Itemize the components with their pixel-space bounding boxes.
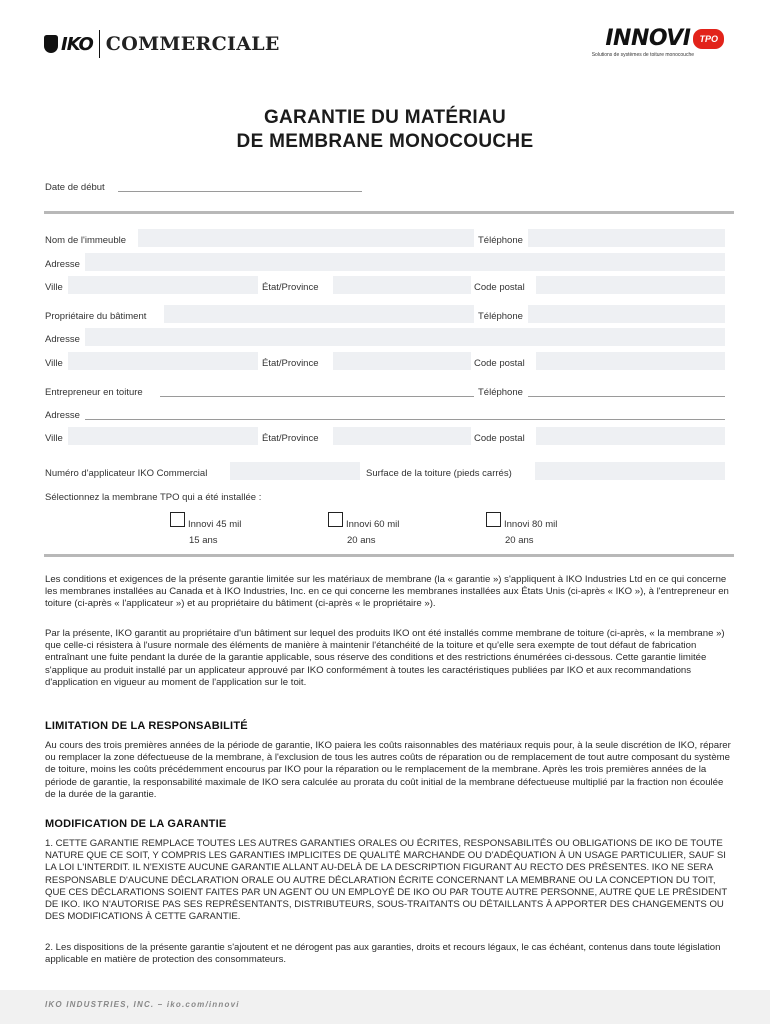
owner-postal-label: Code postal (474, 358, 525, 369)
start-date-field[interactable] (118, 191, 362, 192)
building-name-label: Nom de l'immeuble (45, 235, 127, 246)
owner-postal-field[interactable] (536, 352, 725, 370)
building-state-label: État/Province (262, 282, 319, 293)
start-date-label: Date de début (45, 182, 105, 193)
owner-state-field[interactable] (333, 352, 471, 370)
contractor-phone-field[interactable] (528, 396, 725, 397)
membrane-select-prompt: Sélectionnez la membrane TPO qui a été installée : (45, 492, 262, 503)
owner-address-label: Adresse (45, 334, 80, 345)
paragraph-parties: Les conditions et exigences de la présente garantie limitée sur les matériaux de membrane (la « garantie ») s'appliquent à IKO Industries Ltd en ce qui concerne les membranes installées au Canada et à IKO Industries, Inc. en ce qui concerne les membranes installées aux États Unis (ci-après « IKO »), à l'entrepreneur en toiture (ci-après « l'applicateur ») et au propriétaire du bâtiment (ci-après « le propriétaire »). (45, 574, 729, 610)
building-address-label: Adresse (45, 259, 80, 270)
owner-name-field[interactable] (164, 305, 474, 323)
roof-area-label: Surface de la toiture (pieds carrés) (366, 468, 512, 479)
building-phone-field[interactable] (528, 229, 725, 247)
owner-state-label: État/Province (262, 358, 319, 369)
owner-phone-field[interactable] (528, 305, 725, 323)
owner-address-field[interactable] (85, 328, 725, 346)
building-name-field[interactable] (138, 229, 474, 247)
contractor-city-label: Ville (45, 433, 63, 444)
contractor-city-field[interactable] (68, 427, 258, 445)
section-divider-2 (44, 554, 734, 557)
contractor-address-label: Adresse (45, 410, 80, 421)
innovi-45-label: Innovi 45 mil (188, 519, 242, 530)
document-title (0, 106, 770, 154)
title-line-2: DE MEMBRANE MONOCOUCHE (236, 131, 534, 152)
owner-city-field[interactable] (68, 352, 258, 370)
title-line-1: GARANTIE DU MATÉRIAU (263, 107, 507, 128)
innovi-tagline: Solutions de systèmes de toiture monocouche (591, 52, 694, 58)
contractor-state-field[interactable] (333, 427, 471, 445)
page-header (44, 22, 726, 66)
innovi-80-years: 20 ans (505, 535, 534, 546)
building-postal-field[interactable] (536, 276, 725, 294)
innovi-wordmark: INNOVI (605, 26, 691, 51)
iko-commerciale-logo (44, 30, 280, 58)
logo-divider (99, 30, 100, 58)
innovi-45-years: 15 ans (189, 535, 218, 546)
innovi-45-checkbox[interactable] (170, 512, 185, 527)
building-state-field[interactable] (333, 276, 471, 294)
commerciale-wordmark: COMMERCIALE (105, 33, 280, 55)
owner-phone-label: Téléphone (478, 311, 523, 322)
paragraph-liability: Au cours des trois premières années de la période de garantie, IKO paiera les coûts raisonnables des matériaux requis pour, à la seule discrétion de IKO, réparer ou remplacer la zone défectueuse de la membrane, à l'exclusion de tous les autres coûts de réparation ou de remplacement de tout autre composant du système de toiture, moins les coûts précédemment encourus par IKO pour la réparation ou le remplacement de la membrane. Après les trois premières années de la période de garantie, la responsabilité maximale de IKO sera calculée au prorata du coût initial de la membrane défectueuse multiplié par la fraction non écoulée de la durée de la garantie. (45, 740, 731, 800)
roof-area-field[interactable] (535, 462, 725, 480)
building-city-label: Ville (45, 282, 63, 293)
contractor-name-field[interactable] (160, 396, 474, 397)
heading-modification: MODIFICATION DE LA GARANTIE (45, 818, 227, 830)
innovi-60-label: Innovi 60 mil (346, 519, 400, 530)
contractor-postal-field[interactable] (536, 427, 725, 445)
contractor-phone-label: Téléphone (478, 387, 523, 398)
section-divider (44, 211, 734, 214)
innovi-60-checkbox[interactable] (328, 512, 343, 527)
applicator-number-label: Numéro d'applicateur IKO Commercial (45, 468, 208, 479)
innovi-80-label: Innovi 80 mil (504, 519, 558, 530)
innovi-tpo-logo (592, 26, 724, 58)
contractor-postal-label: Code postal (474, 433, 525, 444)
owner-name-label: Propriétaire du bâtiment (45, 311, 147, 322)
paragraph-warranty: Par la présente, IKO garantit au propriétaire d'un bâtiment sur lequel des produits IKO ont été installés comme membrane de toiture (ci-après, « la membrane ») que celle-ci résistera à l'usure normale des éléments de manière à maintenir l'étanchéité de la toiture et qu'elle sera exempte de tout défaut de fabrication entraînant une fuite pendant la durée de la garantie applicable, sous réserve des conditions et des restrictions énumérées ci-dessous. Cette garantie limitée s'applique au produit installé par un applicateur approuvé par IKO conformément à toutes les caractéristiques publiées par IKO et aux recommandations d'application en vigueur au moment de l'application sur le toit. (45, 628, 725, 688)
iko-wordmark: IKO (61, 33, 93, 55)
applicator-number-field[interactable] (230, 462, 360, 480)
heading-liability: LIMITATION DE LA RESPONSABILITÉ (45, 720, 248, 732)
innovi-60-years: 20 ans (347, 535, 376, 546)
contractor-state-label: État/Province (262, 433, 319, 444)
tpo-badge: TPO (693, 29, 724, 49)
iko-shield-icon (44, 35, 58, 53)
paragraph-modification-2: 2. Les dispositions de la présente garantie s'ajoutent et ne dérogent pas aux garanties, droits et recours légaux, le cas échéant, contenus dans toute législation applicable en matière de protection des consommateurs. (45, 942, 721, 966)
building-phone-label: Téléphone (478, 235, 523, 246)
page-footer (0, 990, 770, 1024)
building-postal-label: Code postal (474, 282, 525, 293)
contractor-address-field[interactable] (85, 419, 725, 420)
building-address-field[interactable] (85, 253, 725, 271)
owner-city-label: Ville (45, 358, 63, 369)
innovi-80-checkbox[interactable] (486, 512, 501, 527)
footer-company: IKO INDUSTRIES, INC. – iko.com/innovi (45, 1000, 240, 1009)
contractor-name-label: Entrepreneur en toiture (45, 387, 143, 398)
paragraph-modification-1: 1. CETTE GARANTIE REMPLACE TOUTES LES AUTRES GARANTIES ORALES OU ÉCRITES, RESPONSABILITÉS OU OBLIGATIONS DE IKO DE TOUTE NATURE QUE CE SOIT, Y COMPRIS LES GARANTIES IMPLICITES DE QUALITÉ MARCHANDE OU D'ADÉQUATION À UN USAGE PARTICULIER, SAUF SI LA LOI L'INTERDIT. IL N'EXISTE AUCUNE GARANTIE ALLANT AU-DELÀ DE LA DESCRIPTION FIGURANT AU RECTO DES PRÉSENTES. IKO NE SERA RESPONSABLE D'AUCUNE DÉCLARATION ORALE OU AUTRE DÉCLARATION ÉCRITE CONCERNANT LA MEMBRANE OU LA CONCEPTION DU TOIT, QUE CES DÉCLARATIONS SOIENT FAITES PAR UN AGENT OU UN EMPLOYÉ DE IKO OU PAR TOUTE AUTRE PERSONNE, AUTRE QUE LE PRÉSIDENT DE IKO. IKO N'AUTORISE PAS SES REPRÉSENTANTS, DISTRIBUTEURS, SOUS-TRAITANTS OU DÉTAILLANTS À APPORTER DES CHANGEMENTS OU DES MODIFICATIONS À CETTE GARANTIE. (45, 838, 728, 923)
building-city-field[interactable] (68, 276, 258, 294)
